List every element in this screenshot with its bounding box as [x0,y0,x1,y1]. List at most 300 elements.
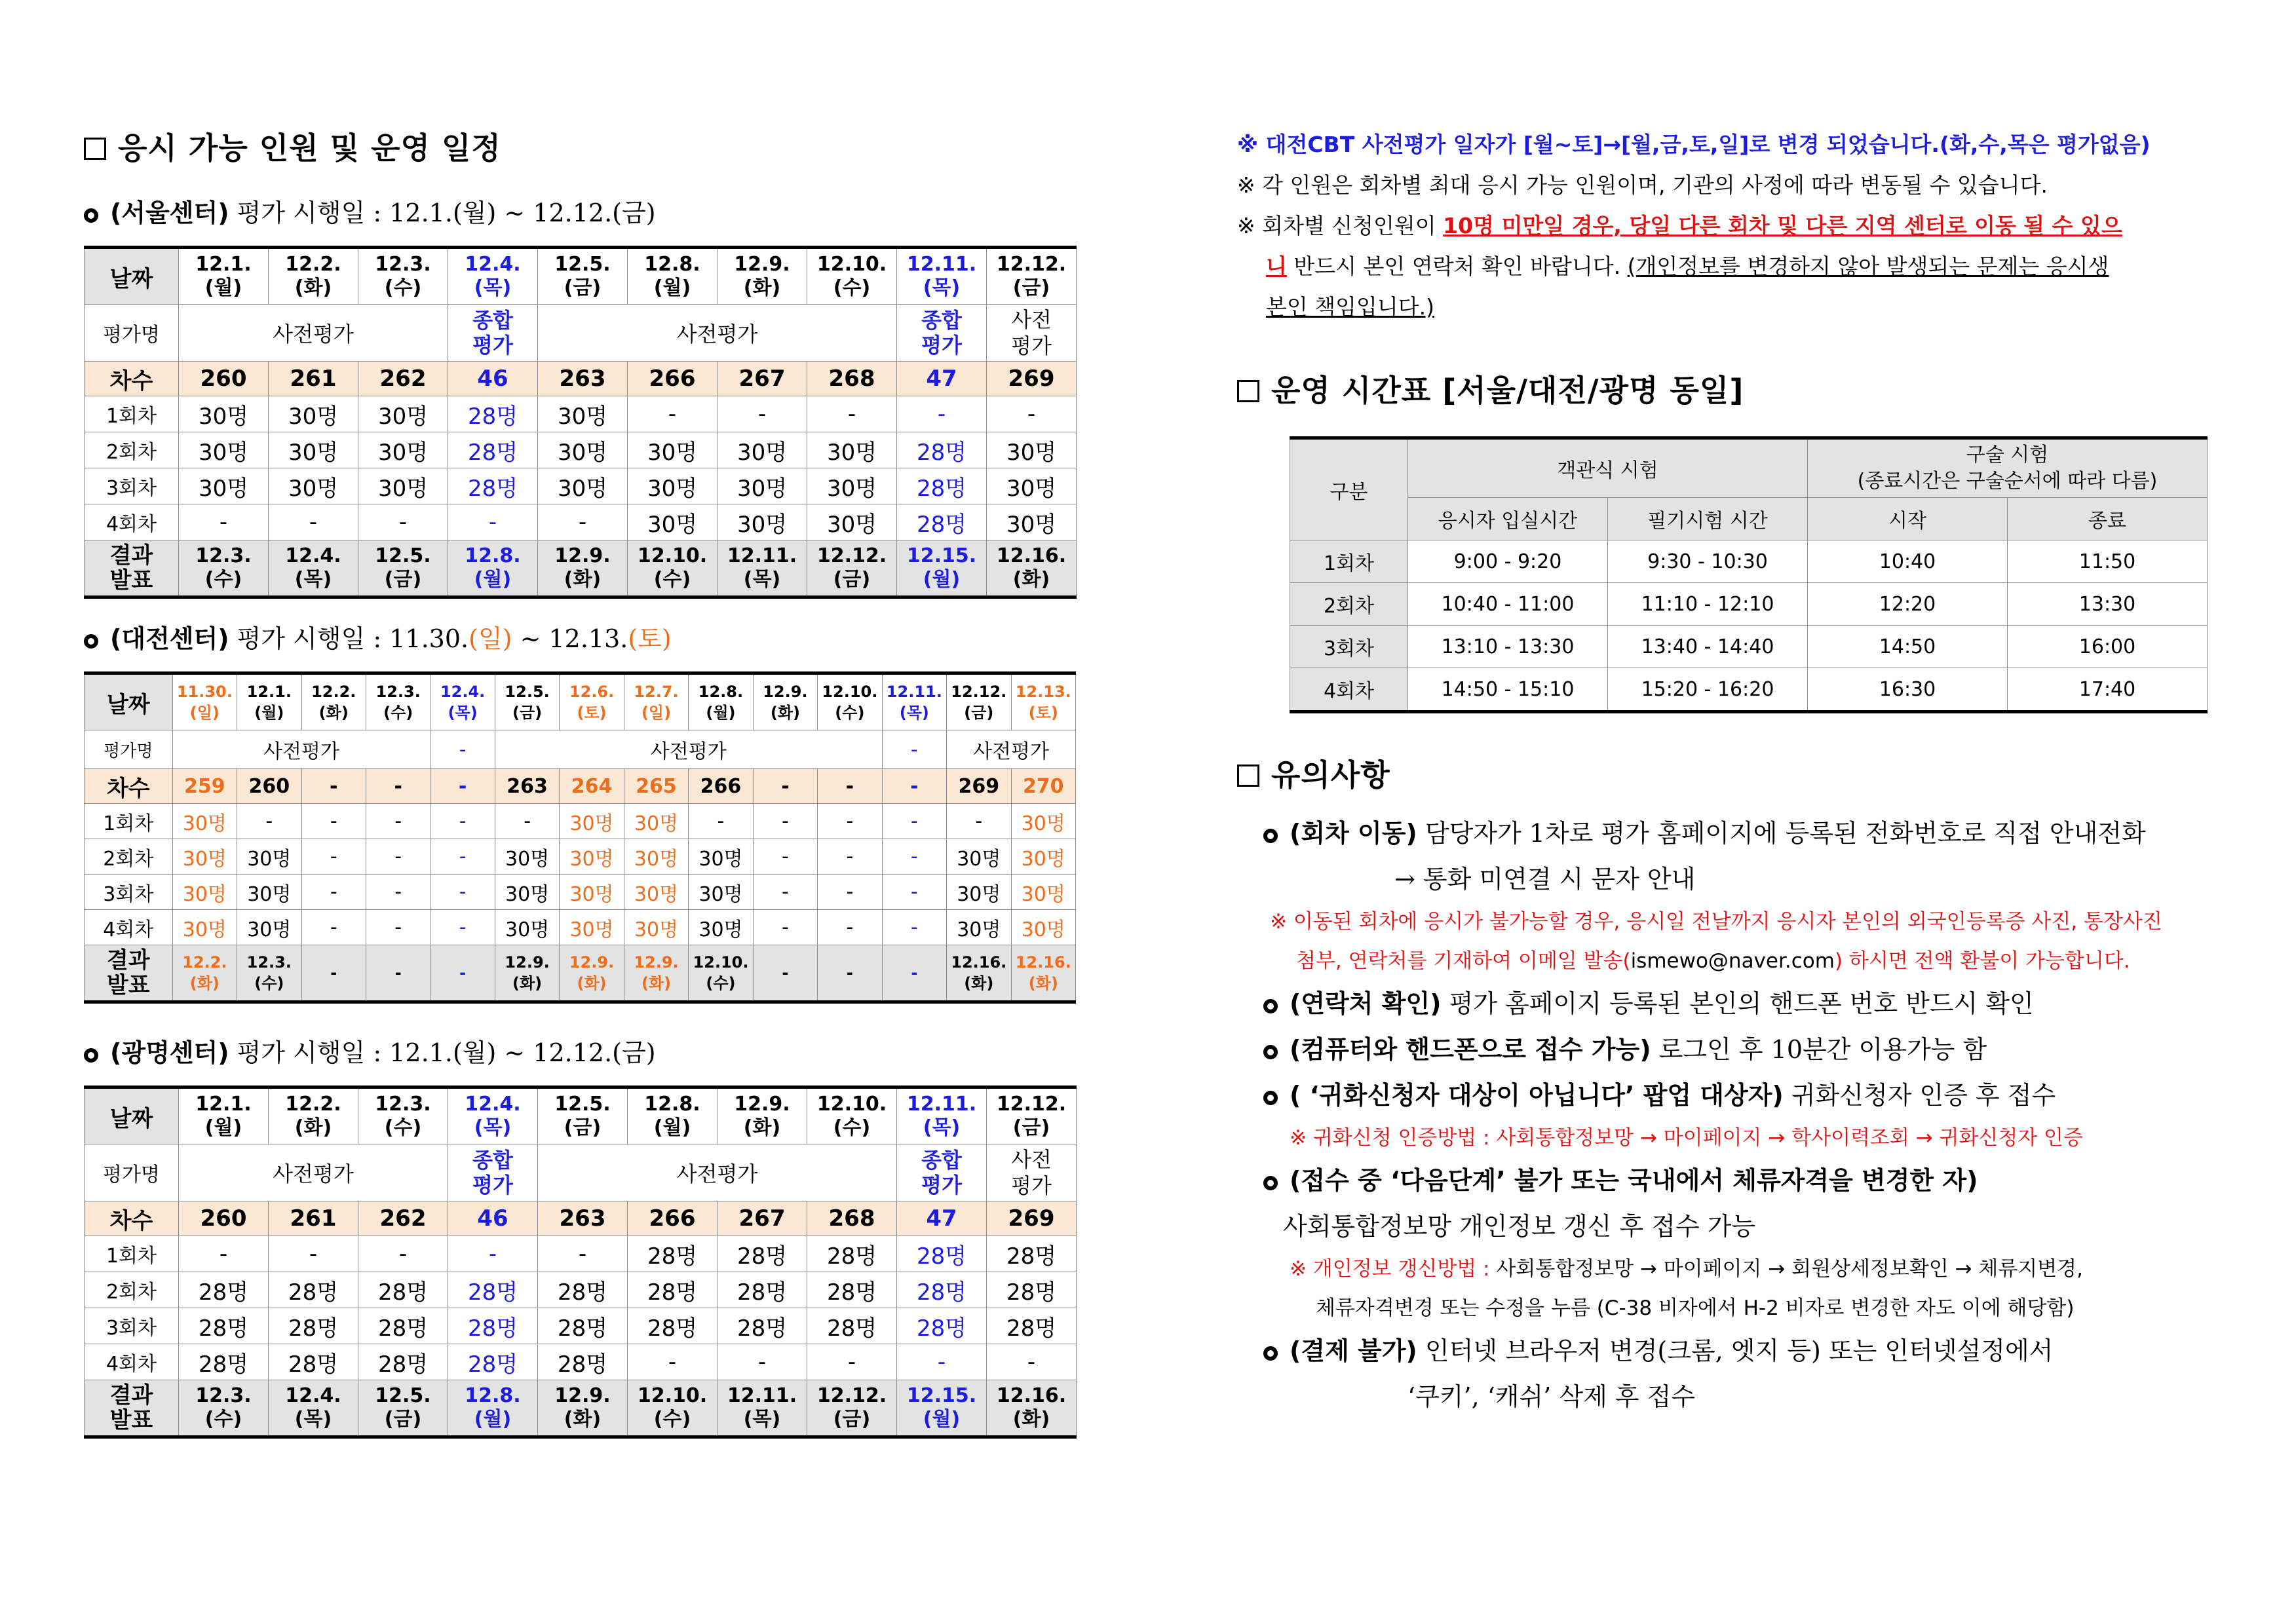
result-date: 12.16. [996,544,1067,567]
circle-bullet-icon [1263,1045,1278,1059]
result-cell [897,1380,987,1437]
date-value: 12.6. [569,683,615,701]
result-date: 12.9. [554,1384,611,1407]
result-cell [538,1380,628,1437]
session-cell: 28명 [358,1344,448,1380]
round-row [85,1201,1077,1236]
date-cell [179,248,269,305]
date-cell [358,1087,448,1144]
date-cell [753,673,817,730]
session-row [85,1236,1077,1272]
date-cell [818,673,882,730]
result-date: 12.10. [637,544,708,567]
timetable-header-end: 종료 [2008,498,2208,540]
session-cell: - [538,504,628,540]
result-date: 12.4. [285,544,341,567]
row-label-date: 날짜 [85,673,173,730]
session-cell: - [430,910,495,945]
type-pre-eval: 사전평가 [495,730,882,769]
result-cell [179,1380,269,1437]
round-cell: 263 [495,769,559,804]
timetable-header-objective: 객관식 시험 [1408,438,1808,498]
date-weekday: (일) [641,704,672,722]
session-cell: - [987,1344,1077,1380]
row-label-type: 평가명 [85,730,173,769]
session-row [85,875,1076,910]
date-cell [495,673,559,730]
result-cell [718,1380,807,1437]
date-cell [718,248,807,305]
caution-info-update-method-cont: 체류자격변경 또는 수정을 누름 (C-38 비자에서 H-2 비자로 변경한 자도 이에 해당함) [1316,1296,2075,1320]
result-date: 12.8. [465,544,521,567]
section-title-timetable: 운영 시간표 [서울/대전/광명 동일] [1237,367,2220,410]
circle-bullet-icon [1263,1091,1278,1105]
notice-daejeon-change: ※ 대전CBT 사전평가 일자가 [월~토]→[월,금,토,일]로 변경 되었습니다.(화,수,목은 평가없음) [1237,132,2151,157]
session-cell: - [807,396,897,432]
session-cell: - [628,1344,718,1380]
session-cell: - [753,910,817,945]
session-cell: 30명 [172,839,237,875]
result-weekday: (화) [1012,568,1050,591]
session-cell: - [897,396,987,432]
result-cell [179,540,269,597]
result-weekday: (수) [653,1408,691,1431]
type-pre-eval: 사전평가 [179,305,448,362]
result-weekday: (금) [384,568,422,591]
session-cell: 30명 [807,504,897,540]
result-date: 12.12. [816,1384,887,1407]
date-value: 12.3. [375,683,421,701]
type-row [85,730,1076,769]
session-cell: 28명 [179,1272,269,1308]
session-cell: 30명 [628,432,718,468]
type-pre-eval-last: 사전 평가 [987,1144,1077,1201]
type-pre-eval: 사전평가 [538,305,897,362]
result-weekday: (월) [923,568,961,591]
date-value: 12.5. [554,253,611,276]
session-cell: 30명 [495,875,559,910]
notice-responsibility: 본인 책임입니다.) [1266,294,1434,320]
date-cell [366,673,430,730]
session-cell: 30명 [624,910,688,945]
caution-payment: (결제 불가) 인터넷 브라우저 변경(크롬, 엣지 등) 또는 인터넷설정에서 [1263,1328,2220,1374]
session-cell: 30명 [624,839,688,875]
date-row [85,673,1076,730]
date-cell [538,248,628,305]
date-cell [807,1087,897,1144]
session-cell: 28명 [358,1308,448,1344]
round-cell: 46 [448,1201,538,1236]
session-cell: 28명 [897,432,987,468]
round-cell: 259 [172,769,237,804]
round-cell: 266 [628,1201,718,1236]
session-cell: 28명 [269,1308,358,1344]
result-cell [495,945,559,1002]
date-weekday: (월) [653,1116,691,1139]
session-row [85,804,1076,839]
session-cell: 30명 [172,910,237,945]
result-cell [987,540,1077,597]
date-weekday: (금) [564,276,602,299]
session-cell: 30명 [807,468,897,504]
session-cell: 30명 [358,468,448,504]
session-cell: 28명 [538,1308,628,1344]
session-cell: 30명 [947,875,1011,910]
result-weekday: (금) [833,568,871,591]
session-cell: 28명 [897,1272,987,1308]
result-cell [807,540,897,597]
result-date: - [846,964,853,982]
result-cell [807,1380,897,1437]
session-cell: 30명 [987,432,1077,468]
session-cell: - [495,804,559,839]
session-cell: 28명 [628,1272,718,1308]
date-value: 12.7. [634,683,679,701]
session-row [85,1308,1077,1344]
round-cell: 270 [1011,769,1076,804]
session-cell: 30명 [495,910,559,945]
session-cell: 30명 [628,504,718,540]
seoul-heading: (서울센터) 평가 시행일 : 12.1.(월) ~ 12.12.(금) [84,193,1080,229]
session-cell: - [366,804,430,839]
circle-bullet-icon [1263,1346,1278,1361]
date-weekday: (목) [448,704,478,722]
session-cell: 30명 [624,804,688,839]
session-row [85,839,1076,875]
session-cell: 28명 [987,1236,1077,1272]
session-cell: 30명 [495,839,559,875]
date-weekday: (월) [653,276,691,299]
result-cell [987,1380,1077,1437]
date-cell [358,248,448,305]
session-cell: 28명 [448,468,538,504]
email-link[interactable]: ismewo@naver.com [1630,949,1835,973]
session-cell: - [179,504,269,540]
date-weekday: (목) [899,704,929,722]
session-cell: 28명 [538,1272,628,1308]
session-cell: - [818,804,882,839]
row-label-round: 차수 [85,362,179,396]
date-weekday: (토) [1028,704,1058,722]
session-cell: 28명 [628,1236,718,1272]
result-cell [172,945,237,1002]
caution-payment-cont: ‘쿠키’, ‘캐쉬’ 삭제 후 접수 [1407,1382,1696,1411]
result-weekday: (화) [1012,1408,1050,1431]
result-weekday: (금) [384,1408,422,1431]
session-label: 1회차 [85,396,179,432]
date-value: 12.10. [816,1093,887,1116]
session-cell: 30명 [237,839,301,875]
section-title-cautions: 유의사항 [1237,751,2220,795]
result-weekday: (화) [964,974,994,992]
date-cell [1011,673,1076,730]
session-cell: - [628,396,718,432]
session-cell: 30명 [689,875,753,910]
session-cell: 30명 [358,396,448,432]
result-weekday: (월) [923,1408,961,1431]
notice-min-applicants-cont: 니 반드시 본인 연락처 확인 바랍니다. (개인정보를 변경하지 않아 발생되는 문제는 응시생 [1266,254,2109,279]
timetable-header-written: 필기시험 시간 [1608,498,1808,540]
result-date: 12.4. [285,1384,341,1407]
type-none: - [882,730,946,769]
session-cell: - [448,504,538,540]
result-cell [358,540,448,597]
date-value: 12.4. [440,683,486,701]
round-cell: 264 [560,769,624,804]
result-date: 12.15. [906,1384,977,1407]
session-cell: 30명 [560,839,624,875]
circle-bullet-icon [84,208,98,223]
session-cell: 28명 [448,1344,538,1380]
date-value: 12.4. [465,253,521,276]
session-cell: - [947,804,1011,839]
session-cell: 28명 [448,1272,538,1308]
session-cell: 30명 [269,396,358,432]
result-weekday: (수) [653,568,691,591]
date-cell [897,248,987,305]
round-cell: 268 [807,1201,897,1236]
session-cell: 28명 [448,432,538,468]
session-cell: - [718,1344,807,1380]
session-cell: 30명 [1011,875,1076,910]
date-weekday: (토) [577,704,607,722]
session-cell: 28명 [179,1308,269,1344]
type-comprehensive: 종합 평가 [897,305,987,362]
result-weekday: (월) [474,1408,512,1431]
round-cell: 267 [718,362,807,396]
session-label: 3회차 [85,1308,179,1344]
session-cell: - [448,1236,538,1272]
result-date: - [330,964,337,982]
result-date: 12.10. [693,953,749,972]
round-cell: 262 [358,362,448,396]
result-weekday: (월) [474,568,512,591]
session-cell: - [269,504,358,540]
session-cell: - [366,839,430,875]
date-cell [237,673,301,730]
caution-info-update-method: ※ 개인정보 갱신방법 : 사회통합정보망 → 마이페이지 → 회원상세정보확인 → 체류지변경, [1290,1257,2083,1281]
result-cell [301,945,366,1002]
result-date: 12.3. [195,1384,252,1407]
type-comprehensive: 종합 평가 [448,305,538,362]
timetable-header-oral: 구술 시험 (종료시간은 구술순서에 따라 다름) [1808,438,2208,498]
session-cell: - [301,875,366,910]
round-cell: - [366,769,430,804]
type-pre-eval: 사전평가 [179,1144,448,1201]
date-cell [538,1087,628,1144]
date-cell [987,1087,1077,1144]
checkbox-square-icon [1237,765,1259,787]
result-weekday: (수) [204,568,242,591]
notice-capacity: ※ 각 인원은 회차별 최대 응시 가능 인원이며, 기관의 사정에 따라 변동될 수 있습니다. [1237,172,2048,198]
result-date: 12.9. [569,953,615,972]
date-weekday: (화) [770,704,800,722]
caution-next-step: (접수 중 ‘다음단계’ 불가 또는 국내에서 체류자격을 변경한 자) [1263,1158,2220,1203]
date-cell [430,673,495,730]
session-cell: - [818,910,882,945]
date-weekday: (월) [706,704,736,722]
caution-refund-email: 첨부, 연락처를 기재하여 이메일 발송(ismewo@naver.com) 하시면 전액 환불이 가능합니다. [1296,949,2130,973]
round-cell: 260 [179,1201,269,1236]
session-cell: - [269,1236,358,1272]
row-label-date: 날짜 [85,248,179,305]
round-cell: - [818,769,882,804]
date-cell [947,673,1011,730]
date-weekday: (금) [512,704,543,722]
result-date: 12.11. [727,1384,797,1407]
round-cell: 269 [987,362,1077,396]
result-weekday: (목) [294,1408,332,1431]
session-label: 4회차 [85,504,179,540]
date-value: 12.2. [285,1093,341,1116]
round-cell: - [882,769,946,804]
seoul-schedule-table [84,246,1077,599]
session-cell: - [358,504,448,540]
result-row [85,1380,1077,1437]
type-comprehensive: 종합 평가 [448,1144,538,1201]
session-cell: - [237,804,301,839]
session-cell: 28명 [897,1236,987,1272]
date-weekday: (수) [833,1116,871,1139]
round-cell: 268 [807,362,897,396]
session-cell: 28명 [987,1308,1077,1344]
session-cell: 30명 [718,504,807,540]
round-cell: 269 [947,769,1011,804]
date-weekday: (월) [204,1116,242,1139]
date-value: 12.9. [734,253,790,276]
session-cell: - [882,804,946,839]
session-cell: - [718,396,807,432]
session-cell: 28명 [718,1272,807,1308]
session-cell: 28명 [538,1344,628,1380]
result-cell [882,945,946,1002]
result-date: 12.3. [195,544,252,567]
session-cell: 28명 [897,504,987,540]
row-label-round: 차수 [85,1201,179,1236]
session-label: 4회차 [85,910,173,945]
session-cell: 28명 [358,1272,448,1308]
session-cell: 28명 [718,1236,807,1272]
caution-naturalization-method: ※ 귀화신청 인증방법 : 사회통합정보망 → 마이페이지 → 학사이력조회 → 귀화신청자 인증 [1290,1126,2083,1150]
result-weekday: (목) [294,568,332,591]
session-cell: 30명 [1011,839,1076,875]
date-weekday: (수) [384,1116,422,1139]
result-row [85,945,1076,1002]
round-cell: 47 [897,1201,987,1236]
session-cell: 30명 [718,432,807,468]
date-row [85,1087,1077,1144]
session-cell: 30명 [947,910,1011,945]
result-cell [818,945,882,1002]
date-value: 12.9. [734,1093,790,1116]
session-label: 3회차 [85,875,173,910]
round-cell: - [753,769,817,804]
session-cell: 30명 [179,468,269,504]
round-cell: - [301,769,366,804]
date-weekday: (수) [833,276,871,299]
type-none: - [430,730,495,769]
date-weekday: (금) [1012,1116,1050,1139]
right-column [1237,124,2220,1420]
caution-refund-note: ※ 이동된 회차에 응시가 불가능할 경우, 응시일 전날까지 응시자 본인의 외국인등록증 사진, 통장사진 [1270,910,2162,934]
date-weekday: (화) [743,1116,781,1139]
session-cell: 28명 [897,1308,987,1344]
date-value: 12.8. [644,253,700,276]
date-weekday: (수) [384,276,422,299]
session-cell: 30명 [172,804,237,839]
result-cell [1011,945,1076,1002]
result-cell [628,1380,718,1437]
round-cell: 260 [237,769,301,804]
result-row [85,540,1077,597]
session-cell: 30명 [689,839,753,875]
date-value: 12.3. [375,1093,431,1116]
caution-device: (컴퓨터와 핸드폰으로 접수 가능) 로그인 후 10분간 이용가능 함 [1263,1027,2220,1072]
type-pre-eval: 사전평가 [172,730,430,769]
date-weekday: (금) [564,1116,602,1139]
session-cell: - [818,875,882,910]
date-value: 12.3. [375,253,431,276]
round-cell: 260 [179,362,269,396]
result-date: 12.2. [182,953,227,972]
session-cell: 30명 [1011,910,1076,945]
session-cell: - [358,1236,448,1272]
session-cell: 30명 [560,910,624,945]
circle-bullet-icon [1263,999,1278,1013]
result-weekday: (화) [641,974,672,992]
result-weekday: (수) [254,974,284,992]
result-date: 12.16. [951,953,1007,972]
round-cell: 263 [538,362,628,396]
result-date: 12.16. [996,1384,1067,1407]
date-value: 12.4. [465,1093,521,1116]
caution-contact-check: (연락처 확인) 평가 홈페이지 등록된 본인의 핸드폰 번호 반드시 확인 [1263,981,2220,1027]
round-row [85,362,1077,396]
date-weekday: (목) [474,1116,512,1139]
session-cell: 30명 [987,468,1077,504]
date-weekday: (화) [743,276,781,299]
result-cell [430,945,495,1002]
round-cell: 265 [624,769,688,804]
row-label-round: 차수 [85,769,173,804]
result-cell [448,1380,538,1437]
session-cell: 30명 [624,875,688,910]
session-cell: - [430,875,495,910]
session-cell: - [301,839,366,875]
timetable-row: 1회차 9:00 - 9:20 9:30 - 10:30 10:40 11:50 [1290,540,2208,583]
date-cell [807,248,897,305]
result-date: 12.9. [634,953,679,972]
result-cell [366,945,430,1002]
session-cell: 30명 [560,804,624,839]
result-cell [628,540,718,597]
date-value: 12.2. [311,683,356,701]
date-value: 12.1. [195,253,252,276]
result-date: 12.8. [465,1384,521,1407]
type-pre-eval: 사전평가 [947,730,1076,769]
date-cell [628,248,718,305]
cautions-list [1237,810,2220,1420]
result-cell [269,1380,358,1437]
date-weekday: (수) [835,704,865,722]
round-cell: 266 [628,362,718,396]
session-cell: 28명 [807,1236,897,1272]
result-weekday: (화) [577,974,607,992]
result-cell [718,540,807,597]
date-value: 12.12. [951,683,1007,701]
timetable-row: 3회차 13:10 - 13:30 13:40 - 14:40 14:50 16:00 [1290,626,2208,668]
round-cell: 263 [538,1201,628,1236]
